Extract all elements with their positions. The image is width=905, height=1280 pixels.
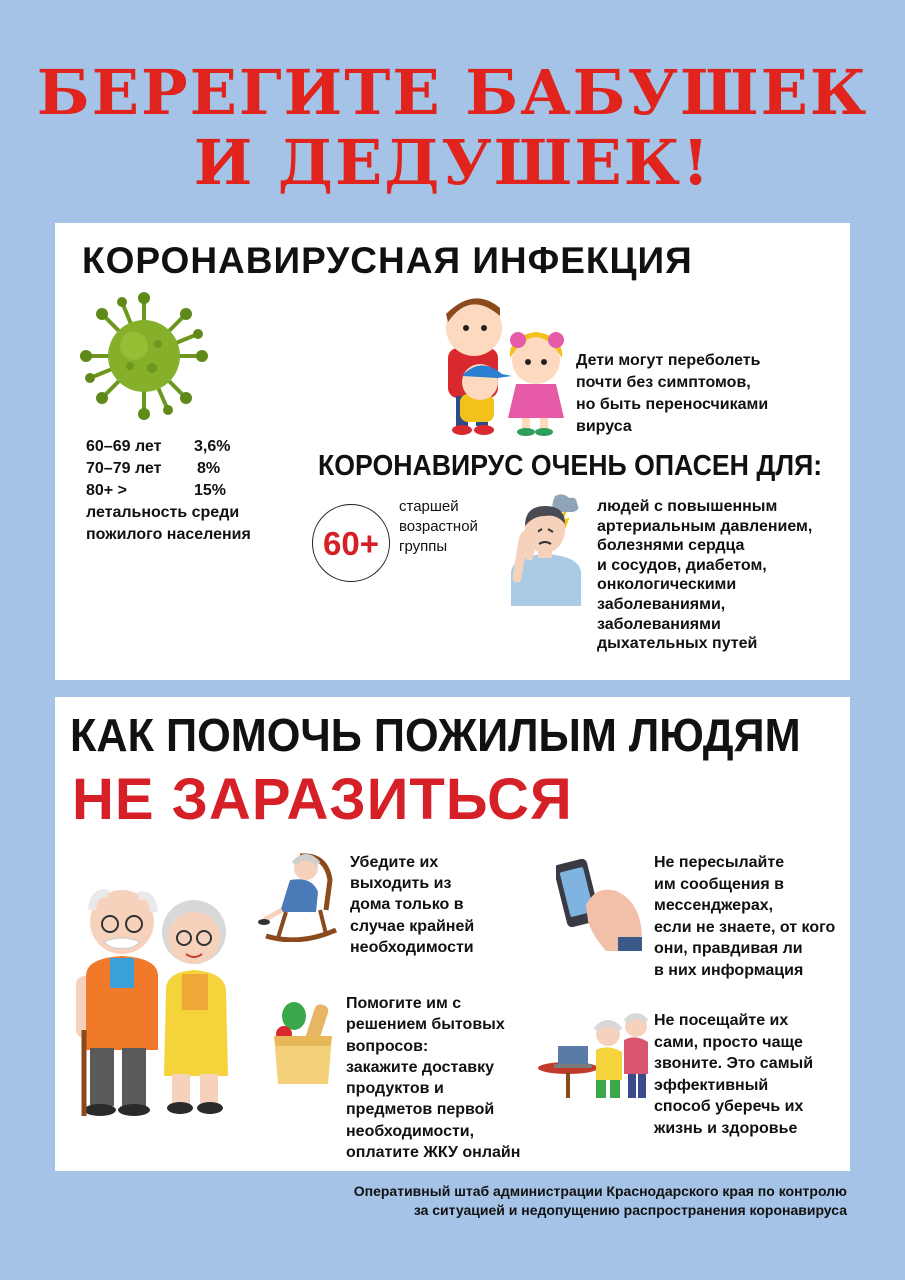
tip-line: необходимости — [350, 938, 474, 956]
children-text-line: почти без симптомов, — [576, 374, 751, 391]
conditions-line: заболеваниями, — [597, 595, 726, 613]
stats-caption-line1: летальность среди — [86, 504, 240, 521]
main-title-line2: И ДЕДУШЕК! — [193, 126, 712, 199]
stat-age-80: 80+ > — [86, 482, 127, 499]
virus-icon — [78, 292, 210, 420]
section2-title-line1: КАК ПОМОЧЬ ПОЖИЛЫМ ЛЮДЯМ — [70, 709, 801, 761]
conditions-line: болезнями сердца — [597, 537, 745, 555]
tip-line: выходить из — [350, 875, 452, 893]
conditions-line: и сосудов, диабетом, — [597, 556, 767, 574]
tip-line: Помогите им с — [346, 995, 462, 1012]
rocking-chair-grandma-icon — [256, 850, 342, 942]
conditions-text — [597, 497, 812, 654]
smartphone-hand-icon — [556, 855, 646, 953]
footer-line2: за ситуацией и недопущению распространения коронавируса — [413, 1202, 847, 1218]
section1-title: КОРОНАВИРУСНАЯ ИНФЕКЦИЯ — [82, 240, 693, 281]
stat-rate-60-69: 3,6% — [194, 438, 231, 455]
tip-line: в них информация — [654, 961, 804, 979]
tip-line: продуктов и — [346, 1080, 444, 1098]
tip-line: оплатите ЖКУ онлайн — [346, 1144, 521, 1162]
children-text-line: вируса — [576, 418, 632, 435]
grocery-bag-icon — [270, 1000, 336, 1084]
headache-person-icon — [505, 494, 587, 606]
tip-line: жизнь и здоровье — [654, 1119, 798, 1137]
tip-card-1 — [350, 852, 474, 958]
tip-line: мессенджерах, — [654, 897, 774, 914]
conditions-line: людей с повышенным — [597, 498, 778, 515]
age-group-line: старшей — [399, 498, 459, 515]
tip-line: закажите доставку — [346, 1058, 494, 1076]
children-text-line: но быть переносчиками — [576, 396, 769, 413]
stat-age-60-69: 60–69 лет — [86, 438, 162, 455]
tip-line: вопросов: — [346, 1037, 429, 1055]
age-badge-label: 60+ — [323, 525, 379, 562]
conditions-line: онкологическими — [597, 576, 737, 594]
tip-line: предметов первой — [346, 1101, 495, 1119]
tip-line: решением бытовых — [346, 1016, 505, 1034]
stat-age-70-79: 70–79 лет — [86, 460, 162, 477]
stat-rate-70-79: 8% — [197, 460, 221, 477]
age-group-line: группы — [399, 538, 448, 555]
children-text-line: Дети могут переболеть — [576, 352, 761, 369]
tip-line: необходимости, — [346, 1122, 475, 1140]
grandparents-illustration — [72, 880, 234, 1118]
age-group-text — [399, 497, 478, 557]
footer-line1: Оперативный штаб администрации Краснодарского края по контролю — [353, 1183, 847, 1199]
tip-line: звоните. Это самый — [654, 1055, 814, 1072]
tip-line: эффективный — [654, 1076, 769, 1094]
tip-card-2 — [654, 852, 835, 981]
children-text — [576, 350, 768, 438]
conditions-line: заболеваниями — [597, 615, 721, 633]
tip-line: Не посещайте их — [654, 1012, 789, 1029]
tip-line: Не пересылайте — [654, 854, 785, 871]
tip-line: если не знаете, от кого — [654, 918, 836, 936]
tip-line: они, правдивая ли — [654, 940, 803, 957]
tip-line: им сообщения в — [654, 875, 784, 893]
stats-row — [86, 436, 161, 458]
tip-line: сами, просто чаще — [654, 1033, 803, 1051]
children-illustration — [440, 296, 568, 436]
tip-line: случае крайней — [350, 917, 475, 935]
tip-card-4 — [654, 1010, 813, 1139]
conditions-line: артериальным давлением, — [597, 517, 813, 535]
section2-title-line2: НЕ ЗАРАЗИТЬСЯ — [72, 767, 573, 832]
tip-line: способ уберечь их — [654, 1098, 804, 1115]
tip-line: Убедите их — [350, 854, 439, 871]
tip-line: дома только в — [350, 896, 464, 914]
age-badge — [312, 504, 390, 582]
tip-card-3 — [346, 993, 520, 1163]
stat-rate-80: 15% — [194, 482, 227, 499]
conditions-line: дыхательных путей — [597, 635, 758, 653]
age-group-line: возрастной — [399, 518, 478, 535]
danger-title: КОРОНАВИРУС ОЧЕНЬ ОПАСЕН ДЛЯ: — [318, 450, 823, 482]
main-title-line1: БЕРЕГИТЕ БАБУШЕК — [36, 56, 869, 129]
stats-caption-line2: пожилого населения — [86, 526, 251, 543]
video-call-grandparents-icon — [536, 1008, 650, 1100]
